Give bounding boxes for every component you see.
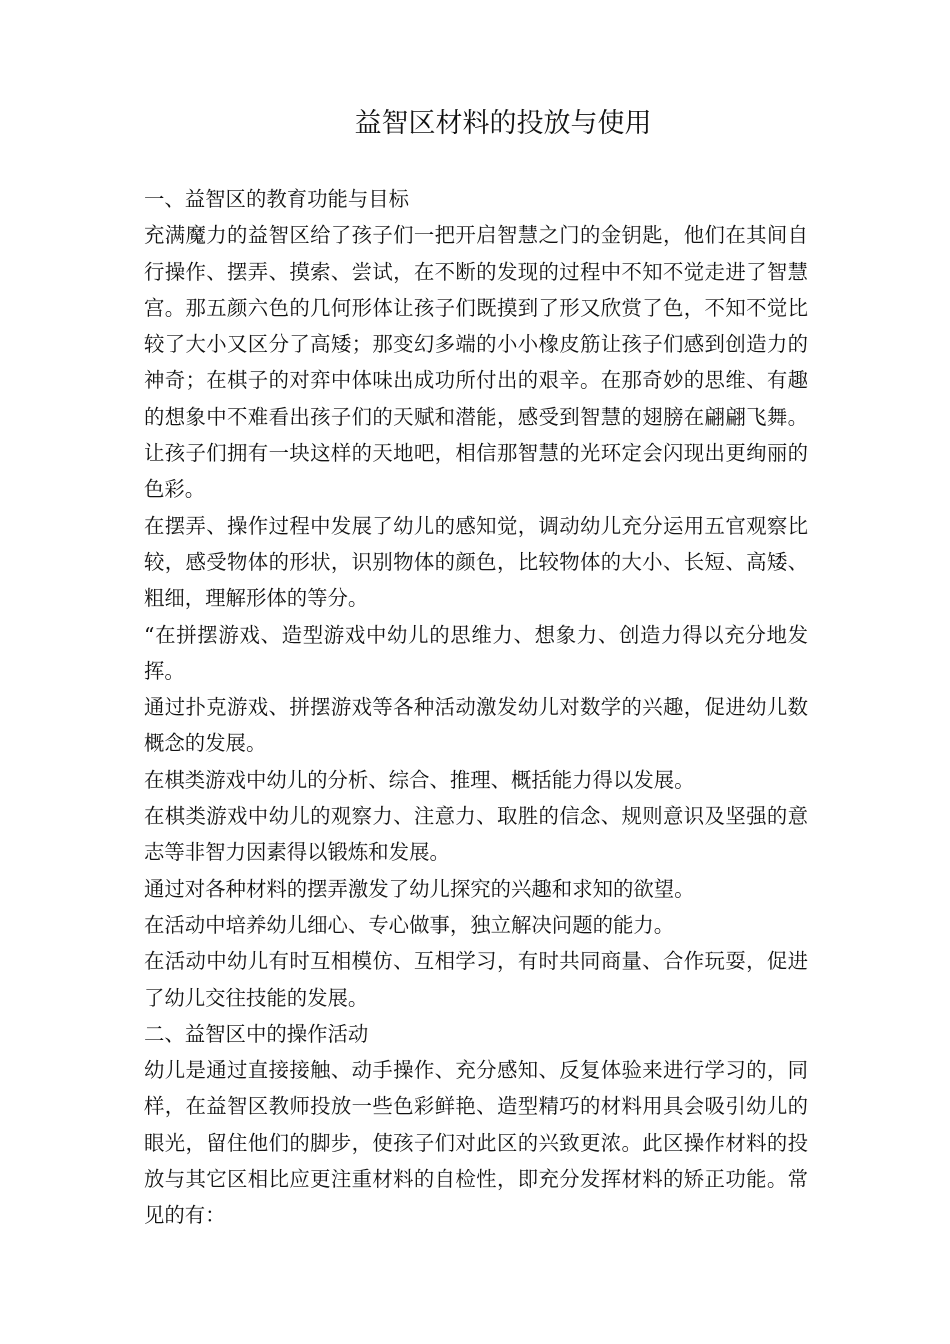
paragraph: 在活动中培养幼儿细心、专心做事，独立解决问题的能力。 [144, 912, 675, 937]
paragraph: 通过对各种材料的摆弄激发了幼儿探究的兴趣和求知的欲望。 [144, 876, 695, 901]
document-body [144, 181, 808, 1234]
section-heading-2: 二、益智区中的操作活动 [144, 1021, 369, 1046]
paragraph: 通过扑克游戏、拼摆游戏等各种活动激发幼儿对数学的兴趣，促进幼儿数概念的发展。 [144, 695, 808, 756]
paragraph: 在摆弄、操作过程中发展了幼儿的感知觉，调动幼儿充分运用五官观察比较，感受物体的形状，识别物体的颜色，比较物体的大小、长短、高矮、粗细，理解形体的等分。 [144, 513, 808, 611]
document-title: 益智区材料的投放与使用 [354, 108, 652, 139]
paragraph: “在拼摆游戏、造型游戏中幼儿的思维力、想象力、创造力得以充分地发挥。 [144, 622, 808, 683]
section-heading-1: 一、益智区的教育功能与目标 [144, 187, 410, 211]
paragraph: 在棋类游戏中幼儿的分析、综合、推理、概括能力得以发展。 [144, 767, 695, 792]
paragraph: 在棋类游戏中幼儿的观察力、注意力、取胜的信念、规则意识及坚强的意志等非智力因素得以锻炼和发展。 [144, 804, 808, 865]
paragraph: 在活动中幼儿有时互相模仿、互相学习，有时共同商量、合作玩耍，促进了幼儿交往技能的发展。 [144, 949, 808, 1010]
paragraph: 幼儿是通过直接接触、动手操作、充分感知、反复体验来进行学习的，同样，在益智区教师投放一些色彩鲜艳、造型精巧的材料用具会吸引幼儿的眼光，留住他们的脚步，使孩子们对此区的兴致更浓。此区操作材料的投放与其它区相比应更注重材料的自检性，即充分发挥材料的矫正功能。常见的有： [144, 1058, 808, 1228]
paragraph: 充满魔力的益智区给了孩子们一把开启智慧之门的金钥匙，他们在其间自行操作、摆弄、摸索、尝试，在不断的发现的过程中不知不觉走进了智慧宫。那五颜六色的几何形体让孩子们既摸到了形又欣赏了色，不知不觉比较了大小又区分了高矮；那变幻多端的小小橡皮筋让孩子们感到创造力的神奇；在棋子的对弈中体味出成功所付出的艰辛。在那奇妙的思维、有趣的想象中不难看出孩子们的天赋和潜能，感受到智慧的翅膀在翩翩飞舞。让孩子们拥有一块这样的天地吧，相信那智慧的光环定会闪现出更绚丽的色彩。 [144, 223, 808, 502]
